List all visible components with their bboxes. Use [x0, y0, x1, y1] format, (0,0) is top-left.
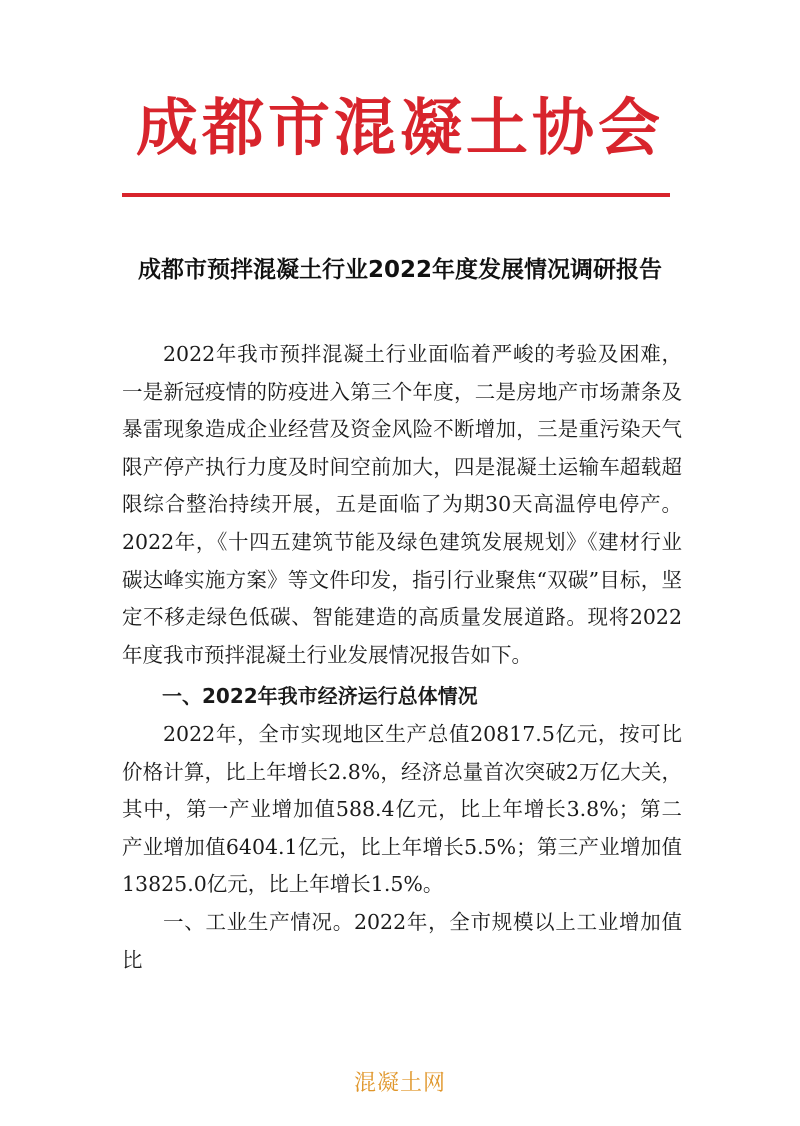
intro-paragraph: 2022年我市预拌混凝土行业面临着严峻的考验及困难，一是新冠疫情的防疫进入第三个年度，二是房地产市场萧条及暴雷现象造成企业经营及资金风险不断增加，三是重污染天气限产停产执行力度及时间空前加大，四是混凝土运输车超载超限综合整治持续开展，五是面临了为期30天高温停电停产。2022年，《十四五建筑节能及绿色建筑发展规划》《建材行业碳达峰实施方案》等文件印发，指引行业聚焦“双碳”目标，坚定不移走绿色低碳、智能建造的高质量发展道路。现将2022年度我市预拌混凝土行业发展情况报告如下。 — [122, 342, 682, 667]
industry-paragraph: 一、工业生产情况。2022年，全市规模以上工业增加值比 — [122, 909, 682, 972]
document-body — [122, 336, 682, 979]
letterhead-divider — [122, 193, 670, 197]
section-heading: 一、2022年我市经济运行总体情况 — [162, 684, 478, 709]
letterhead-title: 成都市混凝土协会 — [135, 91, 664, 164]
document-title: 成都市预拌混凝土行业2022年度发展情况调研报告 — [137, 257, 662, 283]
economy-paragraph: 2022年，全市实现地区生产总值20817.5亿元，按可比价格计算，比上年增长2.8%，经济总量首次突破2万亿大关，其中，第一产业增加值588.4亿元，比上年增长3.8%；第二产业增加值6404.1亿元，比上年增长5.5%；第三产业增加值13825.0亿元，比上年增长1.5%。 — [122, 721, 682, 897]
site-watermark: 混凝土网 — [353, 1071, 446, 1096]
